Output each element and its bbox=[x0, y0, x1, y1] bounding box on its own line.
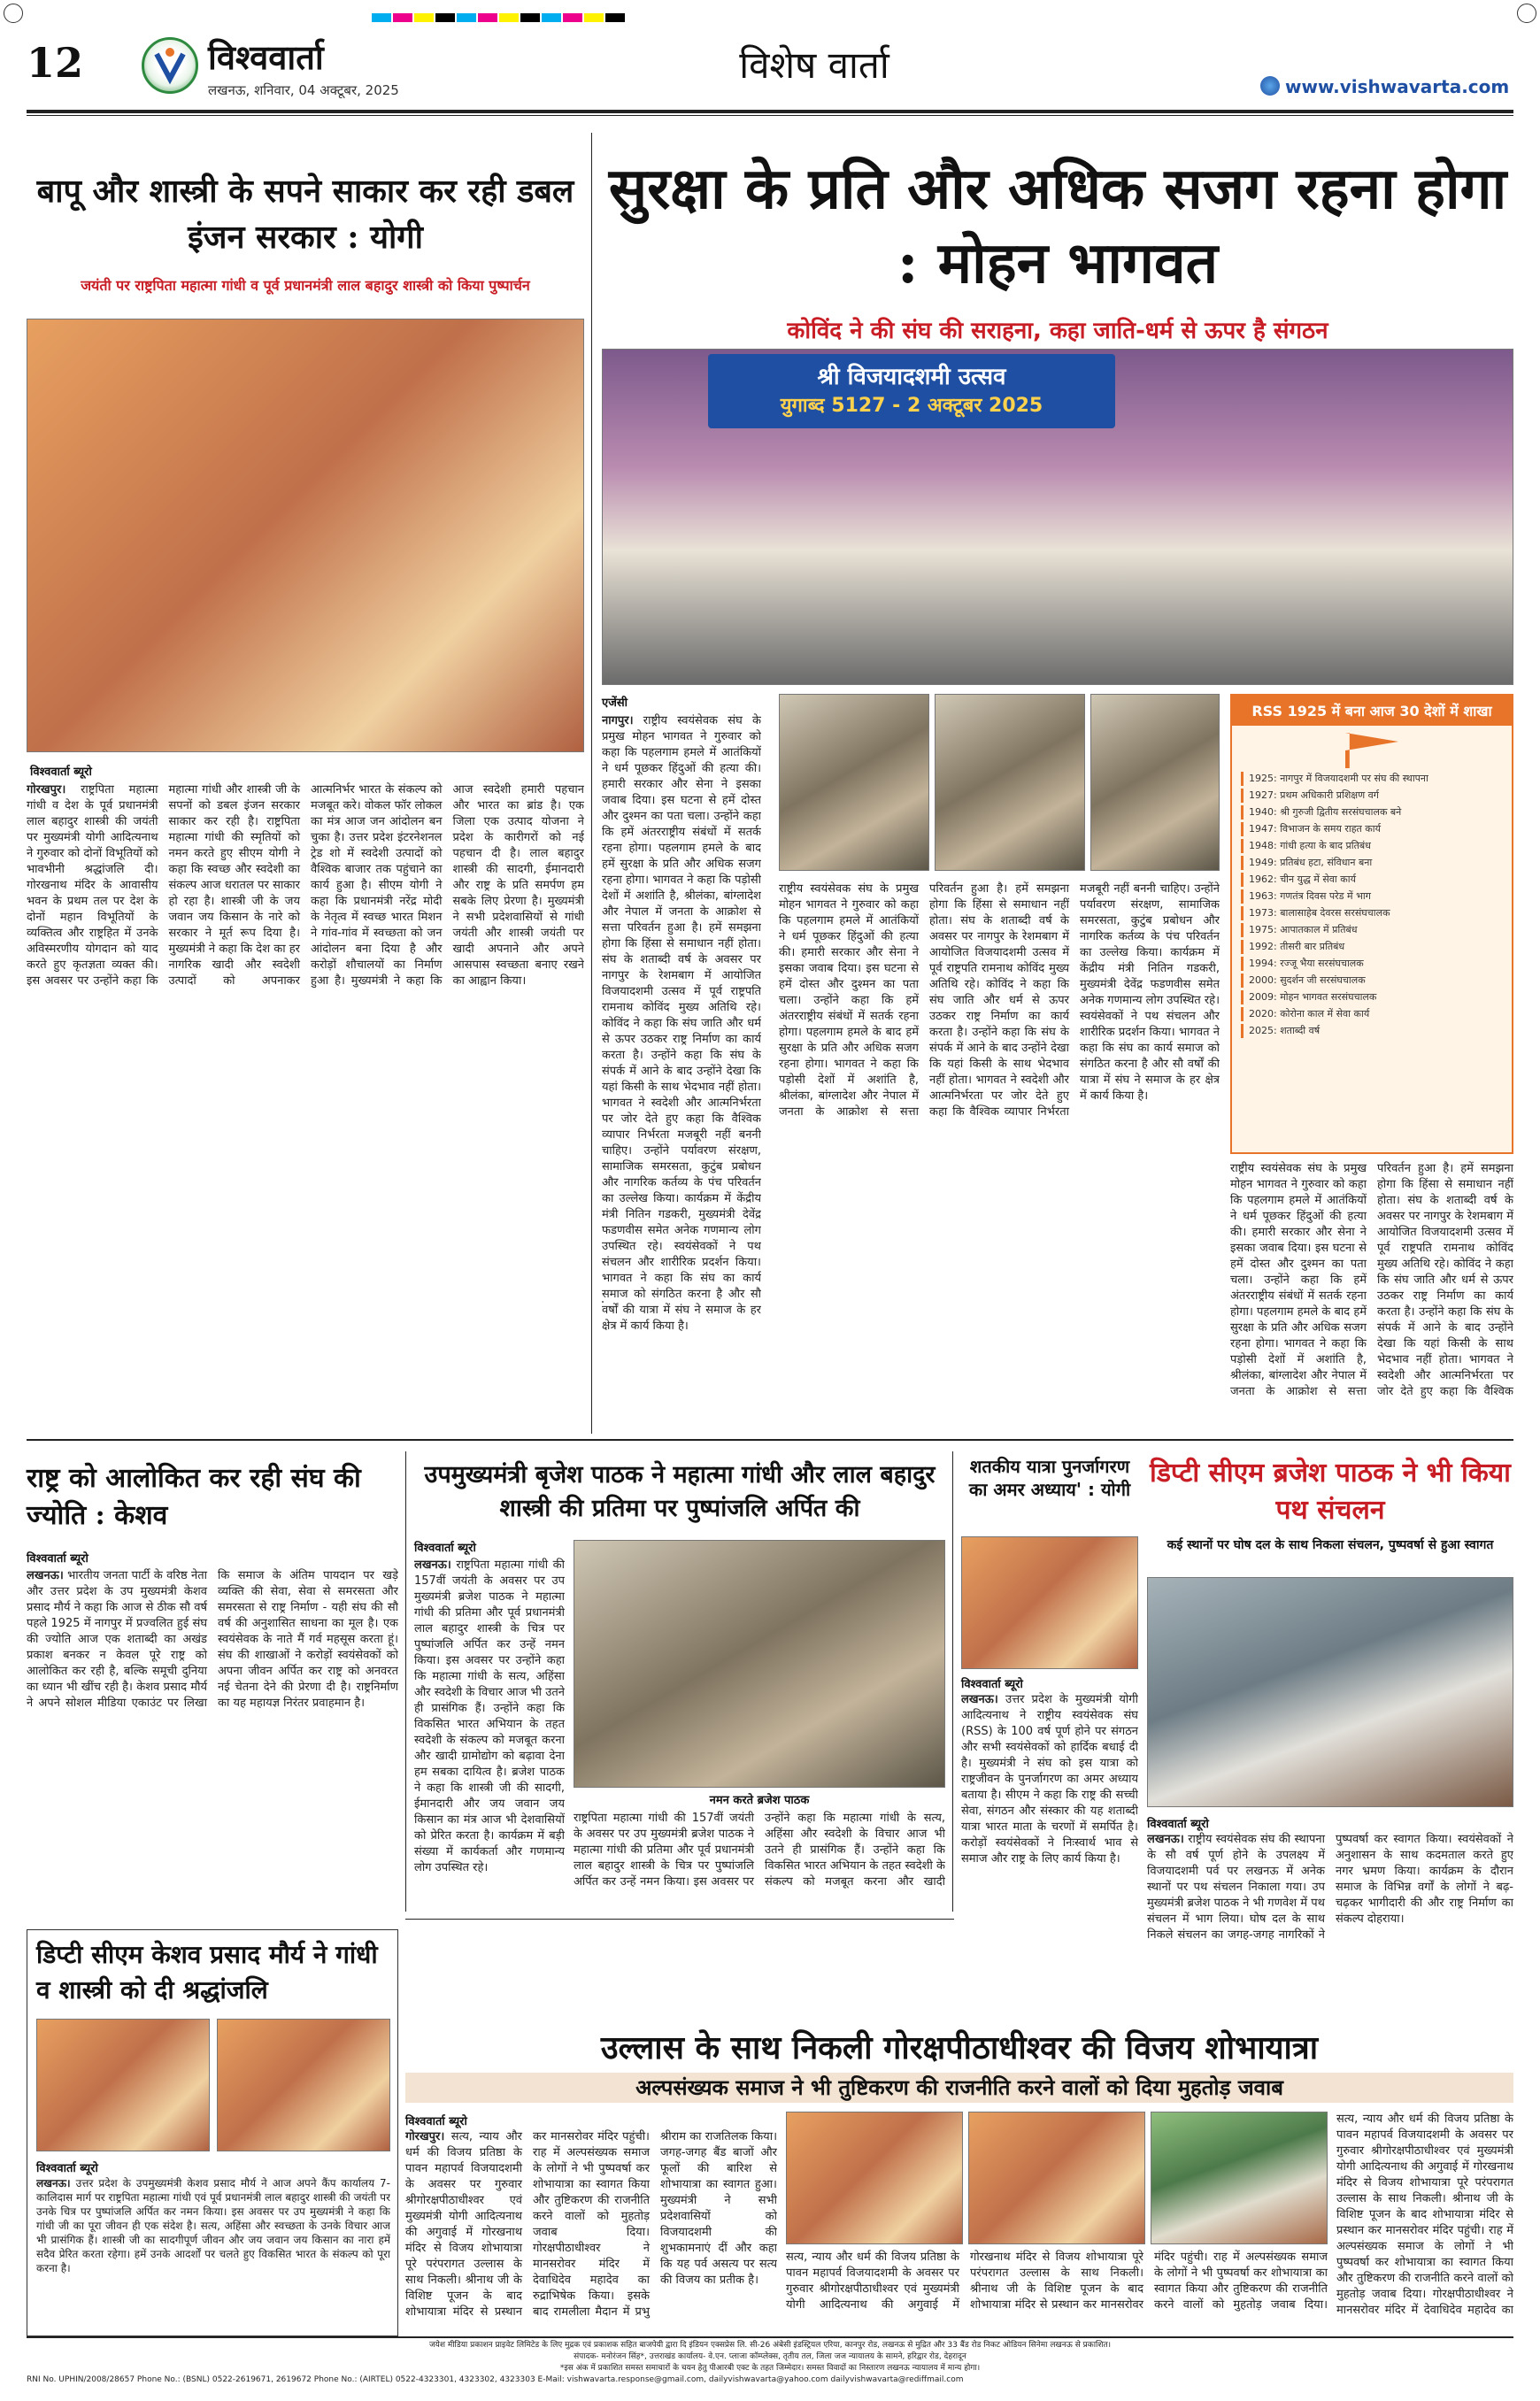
byline bbox=[961, 1674, 1023, 1691]
footer-imprint: जयेश मीडिया प्रकाशन प्राइवेट लिमिटेड के लिए मुद्रक एवं प्रकाशक सहित बाजपेयी द्वारा दि इंडियन एक्सप्रेस लि. सी-26 अंबेसी इंडस्ट्रियल एरिया, कानपुर रोड, लखनऊ से मुद्रित और 33 बैंड रोड निकट ओडियन सिनेमा लखनऊ से प्रकाशित। bbox=[428, 2341, 1112, 2350]
story-keshav-gandhi bbox=[27, 1929, 398, 2336]
subhead: जयंती पर राष्ट्रपिता महात्मा गांधी व पूर्व प्रधानमंत्री लाल बहादुर शास्त्री को किया पुष्पार्चन bbox=[81, 277, 530, 294]
body-right bbox=[1230, 1161, 1513, 1404]
paper-name: विश्ववार्ता bbox=[208, 37, 324, 77]
infographic-title: RSS 1925 में बना आज 30 देशों में शाखा bbox=[1232, 696, 1512, 726]
subhead: कई स्थानों पर घोष दल के साथ निकला संचलन, पुष्पवर्षा से हुआ स्वागत bbox=[1167, 1538, 1494, 1552]
timeline-item: 1994: रज्जू भैया सरसंघचालक bbox=[1241, 957, 1503, 971]
timeline-item: 2025: शताब्दी वर्ष bbox=[1241, 1024, 1503, 1038]
timeline bbox=[1232, 772, 1512, 1038]
timeline-item: 1992: तीसरी बार प्रतिबंध bbox=[1241, 940, 1503, 954]
dateline: लखनऊ, शनिवार, 04 अक्टूबर, 2025 bbox=[208, 82, 399, 98]
footer bbox=[27, 2340, 1513, 2393]
byline bbox=[36, 2159, 98, 2175]
photo-keshav-2 bbox=[217, 2019, 390, 2151]
body-dateline: लखनऊ। bbox=[414, 1558, 451, 1572]
body-text: राष्ट्रीय स्वयंसेवक संघ की स्थापना के सौ वर्ष पूर्ण होने के उपलक्ष्य में विजयादशमी पर्व पर लखनऊ में अनेक स्थानों पर पथ संचलन निकाला गया। उप मुख्यमंत्री ब्रजेश पाठक ने भी गणवेश में पथ संचलन में भाग लिया। घोष दल के साथ निकले संचलन का जगह-जगह नागरिकों ने पुष्पवर्षा कर स्वागत किया। स्वयंसेवकों ने अनुशासन के साथ कदमताल करते हुए नगर भ्रमण किया। कार्यक्रम के दौरान समाज के विभिन्न वर्गों के लोगों ने बढ़-चढ़कर भागीदारी की और राष्ट्र निर्माण का संकल्प दोहराया। bbox=[1147, 1833, 1513, 1942]
masthead-divider bbox=[27, 110, 1513, 113]
byline-name: विश्ववार्ता ब्यूरो bbox=[414, 1542, 476, 1555]
body-dateline: नागपुर। bbox=[602, 714, 634, 727]
byline-name: एजेंसी bbox=[602, 696, 628, 710]
banner bbox=[708, 354, 1115, 428]
timeline-item: 2020: कोरोना काल में सेवा कार्य bbox=[1241, 1007, 1503, 1021]
footer-contact: RNI No. UPHIN/2008/28657 Phone No.: (BSNL) 0522-2619671, 2619672 Phone No.: (AIRTEL) 0522-4323301, 4323302, 4323303 E-Mail: vishwavarta.response@gmail.com, dailyvishwavarta@yahoo.com dailyvishwavarta@rediffmail.com bbox=[27, 2375, 964, 2384]
masthead bbox=[27, 34, 1513, 106]
body-text: राष्ट्रीय स्वयंसेवक संघ के प्रमुख मोहन भागवत ने गुरुवार को कहा कि पहलगाम हमले में आतंकियों ने धर्म पूछकर हिंदुओं की हत्या की। हमारी सरकार और सेना ने इसका जवाब दिया। इस घटना से हमें दोस्त और दुश्मन का पता चला। उन्होंने कहा कि हमें अंतरराष्ट्रीय संबंधों में सतर्क रहना होगा। पहलगाम हमले के बाद हमें सुरक्षा के प्रति और अधिक सजग रहना होगा। भागवत ने कहा कि पड़ोसी देशों में अशांति है, श्रीलंका, बांग्लादेश और नेपाल में जनता के आक्रोश से सत्ता परिवर्तन हुआ है। हमें समझना होगा कि हिंसा से समाधान नहीं होता। संघ के शताब्दी वर्ष के अवसर पर नागपुर के रेशमबाग में आयोजित विजयादशमी उत्सव में पूर्व राष्ट्रपति रामनाथ कोविंद मुख्य अतिथि रहे। कोविंद ने कहा कि संघ जाति और धर्म से ऊपर उठकर राष्ट्र निर्माण का कार्य करता है। उन्होंने कहा कि संघ के संपर्क में आने के बाद उन्होंने देखा कि यहां किसी के साथ भेदभाव नहीं होता। भागवत ने स्वदेशी और आत्मनिर्भरता पर जोर देते हुए कहा कि वैश्विक व्यापार निर्भरता मजबूरी नहीं बननी चाहिए। उन्होंने पर्यावरण संरक्षण, सामाजिक समरसता, कुटुंब प्रबोधन और नागरिक कर्तव्य के पंच परिवर्तन का उल्लेख किया। कार्यक्रम में केंद्रीय मंत्री नितिन गडकरी, मुख्यमंत्री देवेंद्र फडणवीस समेत अनेक गणमान्य लोग उपस्थित रहे। स्वयंसेवकों ने पथ संचलन और शारीरिक प्रदर्शन किया। भागवत ने कहा कि संघ का कार्य समाज को संगठित करना है और सौ वर्षों की यात्रा में संघ ने समाज के हर क्षेत्र में कार्य किया है। bbox=[602, 714, 761, 1333]
body bbox=[961, 1692, 1138, 2011]
infographic bbox=[1230, 694, 1513, 1154]
body-text-under-photos: सत्य, न्याय और धर्म की विजय प्रतिष्ठा के पावन महापर्व विजयादशमी के अवसर पर गुरुवार श्रीगोरक्षपीठाधीश्वर एवं मुख्यमंत्री योगी आदित्यनाथ की अगुवाई में गोरखनाथ मंदिर से विजय शोभायात्रा पूरे परंपरागत उल्लास के साथ निकली। श्रीनाथ जी के विशिष्ट पूजन के बाद शोभायात्रा मंदिर से प्रस्थान कर मानसरोवर मंदिर पहुंची। राह में अल्पसंख्यक समाज के लोगों ने भी पुष्पवर्षा कर शोभायात्रा का स्वागत किया और तुष्टिकरण की राजनीति करने वालों को मुहतोड़ जवाब दिया। bbox=[786, 2251, 1328, 2312]
byline bbox=[602, 694, 628, 710]
footer-divider bbox=[27, 2336, 1513, 2338]
photo-shobhayatra-3 bbox=[1151, 2112, 1328, 2244]
section-divider-2 bbox=[405, 1919, 954, 1920]
timeline-item: 1925: नागपुर में विजयादशमी पर संघ की स्थापना bbox=[1241, 772, 1503, 786]
byline-name: विश्ववार्ता ब्यूरो bbox=[36, 2162, 98, 2175]
headline: राष्ट्र को आलोकित कर रही संघ की ज्योति : केशव bbox=[27, 1463, 361, 1531]
timeline-item: 1973: बालासाहेब देवरस सरसंघचालक bbox=[1241, 906, 1503, 920]
flag-icon bbox=[1345, 733, 1398, 768]
byline bbox=[1147, 1814, 1209, 1831]
body-continued bbox=[574, 1811, 945, 1903]
body bbox=[414, 1558, 565, 1903]
body-text: भारतीय जनता पार्टी के वरिष्ठ नेता और उत्तर प्रदेश के उप मुख्यमंत्री केशव प्रसाद मौर्य ने कहा कि आज से ठीक सौ वर्ष पहले 1925 में नागपुर में प्रज्वलित हुई संघ की ज्योति आज एक शताब्दी का अखंड प्रकाश बनकर न केवल पूरे राष्ट्र को आलोकित कर रही है, बल्कि समूची दुनिया का ध्यान भी खींच रही है। केशव प्रसाद मौर्य ने अपने सोशल मीडिया एकाउंट पर लिखा कि समाज के अंतिम पायदान पर खड़े व्यक्ति की सेवा, सेवा से समरसता और समरसता से राष्ट्र निर्माण - यही संघ की सौ वर्ष की अनुशासित साधना का मूल है। एक स्वयंसेवक के नाते मैं गर्व महसूस करता हूं। संघ की शाखाओं ने करोड़ों स्वयंसेवकों को अपना जीवन अर्पित कर राष्ट्र को अनवरत नई चेतना देने की प्रेरणा दी है। राष्ट्रनिर्माण का यह महायज्ञ निरंतर प्रवाहमान है। bbox=[27, 1569, 398, 1710]
byline-name: विश्ववार्ता ब्यूरो bbox=[27, 1552, 89, 1566]
body bbox=[405, 2129, 777, 2324]
body-dateline: लखनऊ। bbox=[27, 1569, 64, 1582]
body-text-continued: राष्ट्रीय स्वयंसेवक संघ के प्रमुख मोहन भागवत ने गुरुवार को कहा कि पहलगाम हमले में आतंकियों ने धर्म पूछकर हिंदुओं की हत्या की। हमारी सरकार और सेना ने इसका जवाब दिया। इस घटना से हमें दोस्त और दुश्मन का पता चला। उन्होंने कहा कि हमें अंतरराष्ट्रीय संबंधों में सतर्क रहना होगा। पहलगाम हमले के बाद हमें सुरक्षा के प्रति और अधिक सजग रहना होगा। भागवत ने कहा कि पड़ोसी देशों में अशांति है, श्रीलंका, बांग्लादेश और नेपाल में जनता के आक्रोश से सत्ता परिवर्तन हुआ है। हमें समझना होगा कि हिंसा से समाधान नहीं होता। संघ के शताब्दी वर्ष के अवसर पर नागपुर के रेशमबाग में आयोजित विजयादशमी उत्सव में पूर्व राष्ट्रपति रामनाथ कोविंद मुख्य अतिथि रहे। कोविंद ने कहा कि संघ जाति और धर्म से ऊपर उठकर राष्ट्र निर्माण का कार्य करता है। उन्होंने कहा कि संघ के संपर्क में आने के बाद उन्होंने देखा कि यहां किसी के साथ भेदभाव नहीं होता। भागवत ने स्वदेशी और आत्मनिर्भरता पर जोर देते हुए कहा कि वैश्विक व्यापार निर्भरता मजबूरी नहीं बननी चाहिए। उन्होंने पर्यावरण संरक्षण, सामाजिक समरसता, कुटुंब प्रबोधन और नागरिक कर्तव्य के पंच परिवर्तन का उल्लेख किया। कार्यक्रम में केंद्रीय मंत्री नितिन गडकरी, मुख्यमंत्री देवेंद्र फडणवीस समेत अनेक गणमान्य लोग उपस्थित रहे। स्वयंसेवकों ने पथ संचलन और शारीरिक प्रदर्शन किया। भागवत ने कहा कि संघ का कार्य समाज को संगठित करना है और सौ वर्षों की यात्रा में संघ ने समाज के हर क्षेत्र में कार्य किया है। bbox=[779, 882, 1220, 1119]
timeline-item: 2000: सुदर्शन जी सरसंघचालक bbox=[1241, 973, 1503, 988]
body-text: राष्ट्रपिता महात्मा गांधी व देश के पूर्व प्रधानमंत्री लाल बहादुर शास्त्री की जयंती पर मुख्यमंत्री योगी आदित्यनाथ ने गुरुवार को दोनों विभूतियों को भावभीनी श्रद्धांजलि दी। गोरखनाथ मंदिर के आवासीय भवन के प्रथम तल पर देश के दोनों महान विभूतियों के व्यक्तित्व और राष्ट्रहित में उनके अविस्मरणीय योगदान को याद करते हुए कृतज्ञता व्यक्त की। इस अवसर पर उन्होंने कहा कि महात्मा गांधी और शास्त्री जी के सपनों को डबल इंजन सरकार साकार कर रही है। राष्ट्रपिता महात्मा गांधी की स्मृतियों को नमन करते हुए सीएम योगी ने कहा कि स्वच्छ और स्वदेशी का संकल्प आज धरातल पर साकार हो रहा है। शास्त्री जी के जय जवान जय किसान के नारे को सरकार ने मूर्त रूप दिया है। मुख्यमंत्री ने कहा कि देश का हर नागरिक खादी और स्वदेशी उत्पादों को अपनाकर आत्मनिर्भर भारत के संकल्प को मजबूत करे। वोकल फॉर लोकल का मंत्र आज जन आंदोलन बन चुका है। उत्तर प्रदेश इंटरनेशनल ट्रेड शो में स्वदेशी उत्पादों को वैश्विक बाजार तक पहुंचाने का कार्य हुआ है। सीएम योगी ने कहा कि प्रधानमंत्री नरेंद्र मोदी के नेतृत्व में स्वच्छ भारत मिशन ने गांव-गांव में स्वच्छता को जन आंदोलन बना दिया है और करोड़ों शौचालयों का निर्माण हुआ है। मुख्यमंत्री ने कहा कि आज स्वदेशी हमारी पहचान और भारत का ब्रांड है। एक जिला एक उत्पाद योजना ने प्रदेश के कारीगरों को नई पहचान दी है। लाल बहादुर शास्त्री की सादगी, ईमानदारी और राष्ट्र के प्रति समर्पण हम सबके लिए प्रेरणा है। मुख्यमंत्री ने सभी प्रदेशवासियों से गांधी जयंती और शास्त्री जयंती पर खादी अपनाने और अपने आसपास स्वच्छता बनाए रखने का आह्वान किया। bbox=[27, 783, 584, 988]
story-keshav bbox=[27, 1451, 398, 1912]
photo-shobhayatra-2 bbox=[968, 2112, 1145, 2244]
byline-name: विश्ववार्ता ब्यूरो bbox=[1147, 1818, 1209, 1831]
headline: डिप्टी सीएम ब्रजेश पाठक ने भी किया पथ संचलन bbox=[1150, 1458, 1511, 1526]
col-divider-2 bbox=[405, 1451, 406, 1912]
timeline-item: 1963: गणतंत्र दिवस परेड में भाग bbox=[1241, 889, 1503, 904]
body bbox=[36, 2176, 390, 2330]
body bbox=[602, 713, 761, 1404]
photo-yogi-speech bbox=[961, 1536, 1138, 1669]
story-bhagwat bbox=[602, 133, 1513, 1434]
timeline-item: 1927: प्रथम अधिकारी प्रशिक्षण वर्ग bbox=[1241, 789, 1503, 803]
body-text: राष्ट्रपिता महात्मा गांधी की 157वीं जयंती के अवसर पर उप मुख्यमंत्री ब्रजेश पाठक ने महात्मा गांधी की प्रतिमा और पूर्व प्रधानमंत्री लाल बहादुर शास्त्री के चित्र पर पुष्पांजलि अर्पित कर उन्हें नमन किया। इस अवसर पर उन्होंने कहा कि महात्मा गांधी के सत्य, अहिंसा और स्वदेशी के विचार आज भी उतने ही प्रासंगिक हैं। उन्होंने कहा कि विकसित भारत अभियान के तहत स्वदेशी के संकल्प को मजबूत करना और खादी ग्रामोद्योग को बढ़ावा देना हम सबका दायित्व है। ब्रजेश पाठक ने कहा कि शास्त्री जी की सादगी, ईमानदारी और जय जवान जय किसान का मंत्र आज भी देशवासियों को प्रेरित करता है। कार्यक्रम में बड़ी संख्या में कार्यकर्ता और गणमान्य लोग उपस्थित रहे। bbox=[414, 1558, 565, 1874]
page-number: 12 bbox=[27, 39, 84, 87]
logo-icon bbox=[142, 37, 198, 94]
body-dateline: गोरखपुर। bbox=[405, 2130, 445, 2143]
body bbox=[27, 782, 584, 1411]
byline bbox=[30, 763, 92, 779]
photo-tribute-1 bbox=[779, 694, 929, 871]
timeline-item: 1947: विभाजन के समय राहत कार्य bbox=[1241, 822, 1503, 836]
subhead: अल्पसंख्यक समाज ने भी तुष्टिकरण की राजनीति करने वालों को दिया मुहतोड़ जवाब bbox=[405, 2073, 1513, 2103]
globe-icon bbox=[1260, 76, 1280, 96]
body-text: सत्य, न्याय और धर्म की विजय प्रतिष्ठा के पावन महापर्व विजयादशमी के अवसर पर गुरुवार श्रीगोरक्षपीठाधीश्वर एवं मुख्यमंत्री योगी आदित्यनाथ की अगुवाई में गोरखनाथ मंदिर से विजय शोभायात्रा पूरे परंपरागत उल्लास के साथ निकली। श्रीनाथ जी के विशिष्ट पूजन के बाद शोभायात्रा मंदिर से प्रस्थान कर मानसरोवर मंदिर पहुंची। राह में अल्पसंख्यक समाज के लोगों ने भी पुष्पवर्षा कर शोभायात्रा का स्वागत किया और तुष्टिकरण की राजनीति करने वालों को मुहतोड़ जवाब दिया। गोरक्षपीठाधीश्वर ने मानसरोवर मंदिर में देवाधिदेव महादेव का रुद्राभिषेक किया। इसके बाद रामलीला मैदान में प्रभु श्रीराम का राजतिलक किया। जगह-जगह बैंड बाजों और फूलों की बारिश से शोभायात्रा का स्वागत हुआ। मुख्यमंत्री ने सभी प्रदेशवासियों को विजयादशमी की शुभकामनाएं दीं और कहा कि यह पर्व असत्य पर सत्य की विजय का प्रतीक है। bbox=[405, 2130, 777, 2319]
photo-tribute-2 bbox=[935, 694, 1085, 871]
banner-line2: युगाब्द 5127 - 2 अक्टूबर 2025 bbox=[780, 395, 1043, 417]
story-brajesh-path bbox=[1147, 1451, 1513, 2018]
body-text-right: सत्य, न्याय और धर्म की विजय प्रतिष्ठा के पावन महापर्व विजयादशमी के अवसर पर गुरुवार श्रीगोरक्षपीठाधीश्वर एवं मुख्यमंत्री योगी आदित्यनाथ की अगुवाई में गोरखनाथ मंदिर से विजय शोभायात्रा पूरे परंपरागत उल्लास के साथ निकली। श्रीनाथ जी के विशिष्ट पूजन के बाद शोभायात्रा मंदिर से प्रस्थान कर मानसरोवर मंदिर पहुंची। राह में अल्पसंख्यक समाज के लोगों ने भी पुष्पवर्षा कर शोभायात्रा का स्वागत किया और तुष्टिकरण की राजनीति करने वालों को मुहतोड़ जवाब दिया। गोरक्षपीठाधीश्वर ने मानसरोवर मंदिर में देवाधिदेव महादेव का bbox=[1336, 2112, 1513, 2317]
subhead: कोविंद ने की संघ की सराहना, कहा जाति-धर्म से ऊपर है संगठन bbox=[787, 318, 1328, 344]
col-divider-3 bbox=[952, 1451, 953, 1912]
body bbox=[1147, 1832, 1513, 2009]
registration-mark-icon bbox=[4, 4, 23, 23]
body-dateline: लखनऊ। bbox=[36, 2177, 71, 2189]
byline-name: विश्ववार्ता ब्यूरो bbox=[405, 2115, 467, 2128]
photo-shobhayatra-1 bbox=[786, 2112, 963, 2244]
byline bbox=[405, 2112, 467, 2128]
story-yogi-sangh bbox=[961, 1451, 1138, 2018]
byline bbox=[27, 1549, 89, 1566]
timeline-item: 1962: चीन युद्ध में सेवा कार्य bbox=[1241, 873, 1503, 887]
body-text: उत्तर प्रदेश के मुख्यमंत्री योगी आदित्यनाथ ने राष्ट्रीय स्वयंसेवक संघ (RSS) के 100 वर्ष पूर्ण होने पर संगठन और सभी स्वयंसेवकों को हार्दिक बधाई दी है। मुख्यमंत्री ने संघ को इस यात्रा को राष्ट्रजीवन के पुनर्जागरण का अमर अध्याय बताया है। सीएम ने कहा कि राष्ट्र की सच्ची सेवा, संगठन और संस्कार की यह शताब्दी यात्रा भारत माता के चरणों में समर्पित है। करोड़ों स्वयंसेवकों ने निःस्वार्थ भाव से समाज और राष्ट्र के लिए कार्य किया है। bbox=[961, 1693, 1138, 1866]
website-link[interactable]: www.vishwavarta.com bbox=[1285, 76, 1510, 97]
section-title: विशेष वार्ता bbox=[739, 43, 889, 87]
headline: उपमुख्यमंत्री बृजेश पाठक ने महात्मा गांधी और लाल बहादुर शास्त्री की प्रतिमा पर पुष्पांजलि अर्पित की bbox=[424, 1461, 936, 1522]
section-divider-1 bbox=[27, 1439, 1513, 1441]
headline: डिप्टी सीएम केशव प्रसाद मौर्य ने गांधी व शास्त्री को दी श्रद्धांजलि bbox=[36, 1940, 378, 2005]
registration-mark-icon bbox=[1517, 4, 1536, 23]
color-bar-top bbox=[372, 9, 1168, 19]
timeline-item: 1940: श्री गुरुजी द्वितीय सरसंघचालक बने bbox=[1241, 805, 1503, 820]
body-continued bbox=[779, 881, 1220, 1404]
timeline-item: 1948: गांधी हत्या के बाद प्रतिबंध bbox=[1241, 839, 1503, 853]
headline: उल्लास के साथ निकली गोरक्षपीठाधीश्वर की विजय शोभायात्रा bbox=[600, 2029, 1319, 2066]
banner-line1: श्री विजयादशमी उत्सव bbox=[817, 364, 1006, 390]
body-text-right: राष्ट्रीय स्वयंसेवक संघ के प्रमुख मोहन भागवत ने गुरुवार को कहा कि पहलगाम हमले में आतंकियों ने धर्म पूछकर हिंदुओं की हत्या की। हमारी सरकार और सेना ने इसका जवाब दिया। इस घटना से हमें दोस्त और दुश्मन का पता चला। उन्होंने कहा कि हमें अंतरराष्ट्रीय संबंधों में सतर्क रहना होगा। पहलगाम हमले के बाद हमें सुरक्षा के प्रति और अधिक सजग रहना होगा। भागवत ने कहा कि पड़ोसी देशों में अशांति है, श्रीलंका, बांग्लादेश और नेपाल में जनता के आक्रोश से सत्ता परिवर्तन हुआ है। हमें समझना होगा कि हिंसा से समाधान नहीं होता। संघ के शताब्दी वर्ष के अवसर पर नागपुर के रेशमबाग में आयोजित विजयादशमी उत्सव में पूर्व राष्ट्रपति रामनाथ कोविंद मुख्य अतिथि रहे। कोविंद ने कहा कि संघ जाति और धर्म से ऊपर उठकर राष्ट्र निर्माण का कार्य करता है। उन्होंने कहा कि संघ के संपर्क में आने के बाद उन्होंने देखा कि यहां किसी के साथ भेदभाव नहीं होता। भागवत ने स्वदेशी और आत्मनिर्भरता पर जोर देते हुए कहा कि वैश्विक bbox=[1230, 1162, 1513, 1398]
col-divider-1 bbox=[591, 133, 592, 1434]
body bbox=[27, 1568, 398, 1905]
body-under-photos bbox=[786, 2250, 1328, 2324]
photo-keshav-1 bbox=[36, 2019, 210, 2151]
timeline-item: 1949: प्रतिबंध हटा, संविधान बना bbox=[1241, 856, 1503, 870]
timeline-item: 2009: मोहन भागवत सरसंघचालक bbox=[1241, 990, 1503, 1004]
photo-yogi-tribute bbox=[27, 319, 584, 752]
body-dateline: गोरखपुर। bbox=[27, 783, 66, 796]
photo-path-sanchalan bbox=[1147, 1577, 1513, 1807]
body-right bbox=[1336, 2112, 1513, 2324]
photo-tribute-3 bbox=[1090, 694, 1220, 871]
masthead-divider-thin bbox=[27, 115, 1513, 116]
headline: बापू और शास्त्री के सपने साकार कर रही डबल इंजन सरकार : योगी bbox=[36, 173, 574, 256]
byline bbox=[414, 1538, 476, 1555]
photo-caption: नमन करते ब्रजेश पाठक bbox=[709, 1794, 810, 1807]
body-text: उत्तर प्रदेश के उपमुख्यमंत्री केशव प्रसाद मौर्य ने आज अपने कैंप कार्यालय 7-कालिदास मार्ग पर राष्ट्रपिता महात्मा गांधी एवं पूर्व प्रधानमंत्री लाल बहादुर शास्त्री की जयंती पर उनके चित्र पर पुष्पांजलि अर्पित कर नमन किया। इस अवसर पर उप मुख्यमंत्री ने कहा कि गांधी जी का पूरा जीवन ही एक संदेश है। सत्य, अहिंसा और स्वच्छता के उनके विचार आज भी प्रासंगिक हैं। शास्त्री जी का सादगीपूर्ण जीवन और जय जवान जय किसान का नारा हमें सदैव प्रेरित करता रहेगा। हमें उनके आदर्शों पर चलते हुए विकसित भारत के संकल्प को पूरा करना है। bbox=[36, 2177, 390, 2274]
story-yogi bbox=[27, 133, 584, 1434]
byline-name: विश्ववार्ता ब्यूरो bbox=[961, 1678, 1023, 1691]
timeline-item: 1975: आपातकाल में प्रतिबंध bbox=[1241, 923, 1503, 937]
headline: सुरक्षा के प्रति और अधिक सजग रहना होगा : मोहन भागवत bbox=[608, 156, 1507, 296]
byline-name: विश्ववार्ता ब्यूरो bbox=[30, 766, 92, 779]
body-dateline: लखनऊ। bbox=[1147, 1833, 1184, 1846]
footer-disclaimer: *इस अंक में प्रकाशित समस्त समाचारों के चयन हेतु पीआरबी एक्ट के तहत जिम्मेदार। समस्त विवादों का निस्तारण लखनऊ न्यायालय में मान्य होगा। bbox=[559, 2364, 981, 2373]
footer-editor: संपादक- मनोरंजन सिंह*, उत्तराखंड कार्यालय- वे.एन. प्लाजा कॉम्प्लेक्स, तृतीय तल, जिला जज न्यायालय के सामने, हरिद्वार रोड, देहरादून bbox=[574, 2352, 966, 2361]
body-dateline: लखनऊ। bbox=[961, 1693, 998, 1706]
headline: शतकीय यात्रा पुनर्जागरण का अमर अध्याय' : योगी bbox=[968, 1456, 1131, 1500]
story-pathak bbox=[414, 1451, 945, 1912]
body-text-continued: राष्ट्रपिता महात्मा गांधी की 157वीं जयंती के अवसर पर उप मुख्यमंत्री ब्रजेश पाठक ने महात्मा गांधी की प्रतिमा और पूर्व प्रधानमंत्री लाल बहादुर शास्त्री के चित्र पर पुष्पांजलि अर्पित कर उन्हें नमन किया। इस अवसर पर उन्होंने कहा कि महात्मा गांधी के सत्य, अहिंसा और स्वदेशी के विचार आज भी उतने ही प्रासंगिक हैं। उन्होंने कहा कि विकसित भारत अभियान के तहत स्वदेशी के संकल्प को मजबूत करना और खादी bbox=[574, 1812, 945, 1889]
photo-pathak bbox=[574, 1540, 945, 1788]
story-shobhayatra bbox=[405, 2027, 1513, 2328]
